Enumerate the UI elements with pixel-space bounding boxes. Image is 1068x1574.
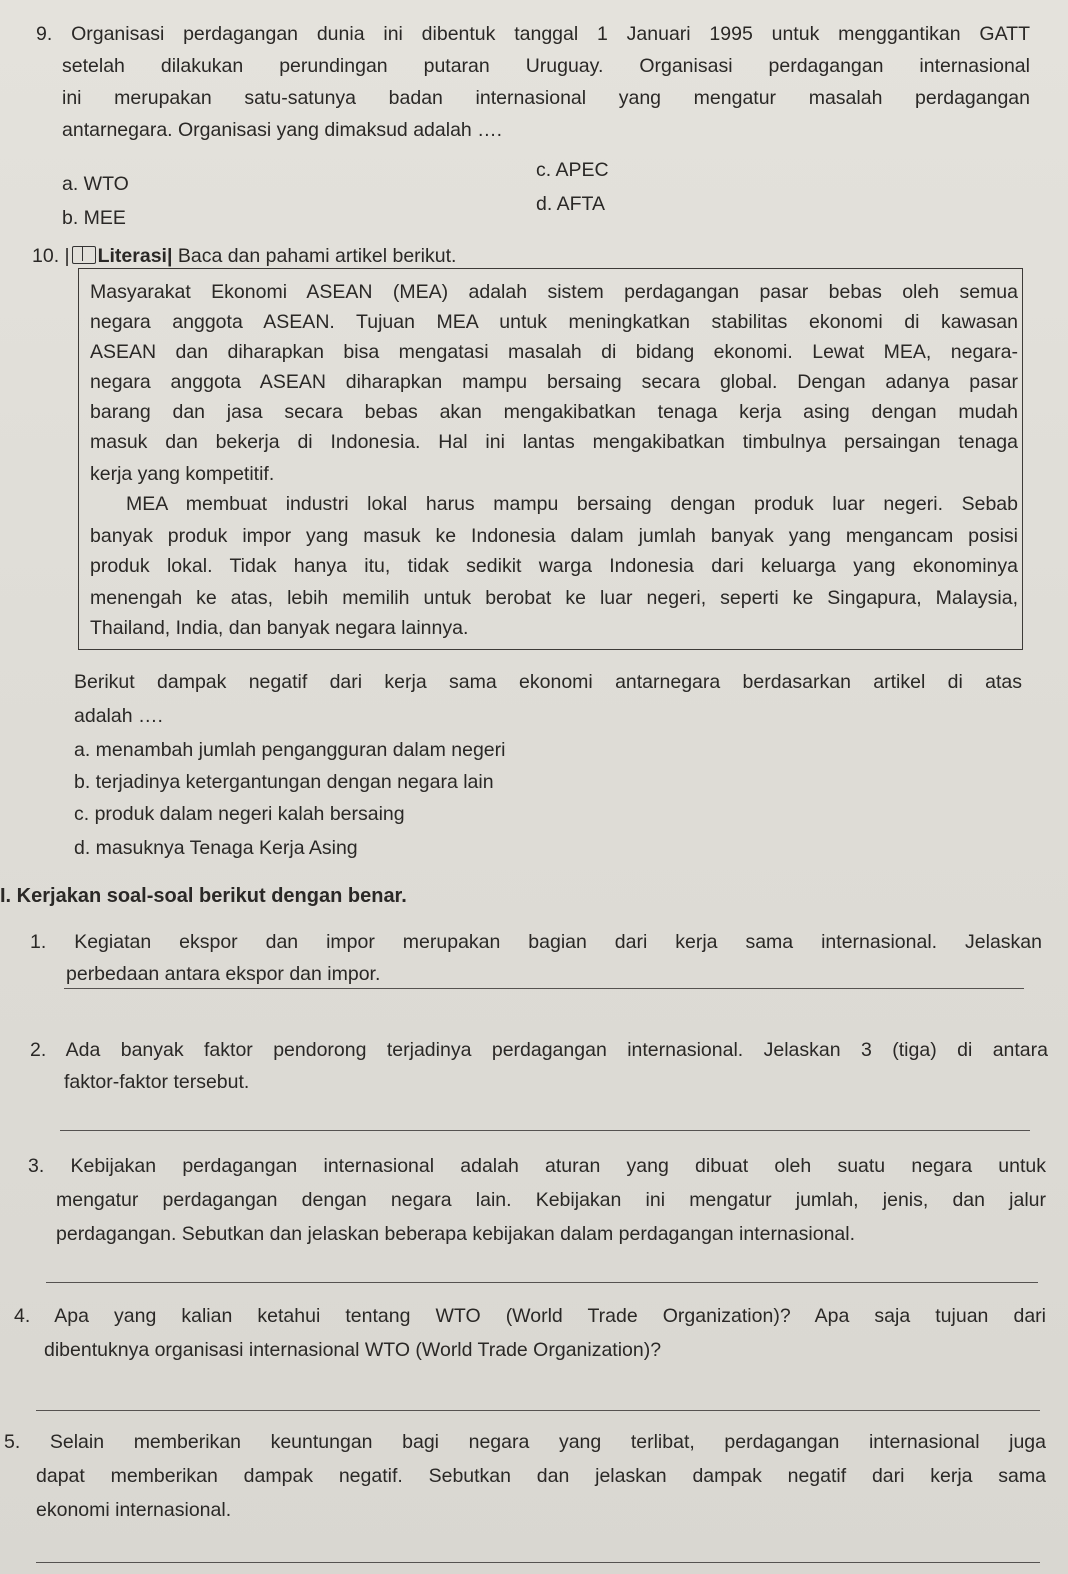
q10-option-a[interactable]: a. menambah jumlah pengangguran dalam negeri [74, 739, 506, 761]
q9-option-d[interactable]: d. AFTA [536, 193, 605, 215]
q9-option-c[interactable]: c. APEC [536, 159, 609, 181]
q9-line-3: ini merupakan satu-satunya badan internasional yang mengatur masalah perdagangan [62, 87, 1030, 109]
essay-5-line-3: ekonomi internasional. [36, 1499, 232, 1521]
article-line: produk lokal. Tidak hanya itu, tidak sedikit warga Indonesia dari keluarga yang ekonominya [90, 555, 1018, 577]
q10-option-d[interactable]: d. masuknya Tenaga Kerja Asing [74, 837, 358, 859]
q9-line-1: 9. Organisasi perdagangan dunia ini dibentuk tanggal 1 Januari 1995 untuk menggantikan GATT [36, 23, 1030, 45]
q10-header [32, 242, 456, 270]
q10-question-line-1: Berikut dampak negatif dari kerja sama ekonomi antarnegara berdasarkan artikel di atas [74, 671, 1022, 693]
article-line: kerja yang kompetitif. [90, 463, 275, 485]
essay-3-line-3: perdagangan. Sebutkan dan jelaskan beberapa kebijakan dalam perdagangan internasional. [56, 1223, 856, 1245]
q10-question-line-2: adalah …. [74, 705, 163, 727]
article-line: negara anggota ASEAN diharapkan mampu bersaing secara global. Dengan adanya pasar [90, 371, 1018, 393]
essay-4-line-1: 4. Apa yang kalian ketahui tentang WTO (World Trade Organization)? Apa saja tujuan dari [14, 1305, 1046, 1327]
q10-option-c[interactable]: c. produk dalam negeri kalah bersaing [74, 803, 405, 825]
answer-line-2[interactable] [60, 1130, 1030, 1131]
answer-line-4[interactable] [36, 1410, 1040, 1411]
essay-1-line-2: perbedaan antara ekspor dan impor. [66, 963, 381, 985]
book-icon [72, 246, 96, 264]
article-line: masuk dan bekerja di Indonesia. Hal ini lantas mengakibatkan timbulnya persaingan tenaga [90, 431, 1018, 453]
essay-2-line-2: faktor-faktor tersebut. [64, 1071, 250, 1093]
article-line: banyak produk impor yang masuk ke Indonesia dalam jumlah banyak yang mengancam posisi [90, 525, 1018, 547]
q9-line-2: setelah dilakukan perundingan putaran Uruguay. Organisasi perdagangan internasional [62, 55, 1030, 77]
q9-option-a[interactable]: a. WTO [62, 173, 129, 195]
essay-4-line-2: dibentuknya organisasi internasional WTO (World Trade Organization)? [44, 1339, 662, 1361]
q9-line-4: antarnegara. Organisasi yang dimaksud adalah …. [62, 119, 503, 141]
essay-3-line-1: 3. Kebijakan perdagangan internasional adalah aturan yang dibuat oleh suatu negara untuk [28, 1155, 1046, 1177]
article-line: barang dan jasa secara bebas akan mengakibatkan tenaga kerja asing dengan mudah [90, 401, 1018, 423]
article-line: MEA membuat industri lokal harus mampu bersaing dengan produk luar negeri. Sebab [126, 493, 1018, 515]
article-line: Masyarakat Ekonomi ASEAN (MEA) adalah sistem perdagangan pasar bebas oleh semua [90, 281, 1018, 303]
answer-line-3[interactable] [46, 1282, 1038, 1283]
essay-1-line-1: 1. Kegiatan ekspor dan impor merupakan bagian dari kerja sama internasional. Jelaskan [30, 931, 1042, 953]
q10-intro: Baca dan pahami artikel berikut. [177, 245, 457, 267]
q10-option-b[interactable]: b. terjadinya ketergantungan dengan negara lain [74, 771, 494, 793]
q10-number: 10. | [32, 245, 70, 267]
answer-line-5[interactable] [36, 1562, 1040, 1563]
essay-3-line-2: mengatur perdagangan dengan negara lain. Kebijakan ini mengatur jumlah, jenis, dan jalur [56, 1189, 1046, 1211]
article-line: negara anggota ASEAN. Tujuan MEA untuk meningkatkan stabilitas ekonomi di kawasan [90, 311, 1018, 333]
section-heading: I. Kerjakan soal-soal berikut dengan benar. [0, 885, 407, 907]
essay-2-line-1: 2. Ada banyak faktor pendorong terjadinya perdagangan internasional. Jelaskan 3 (tiga) di antara [30, 1039, 1048, 1061]
article-line: menengah ke atas, lebih memilih untuk berobat ke luar negeri, seperti ke Singapura, Malaysia, [90, 587, 1018, 609]
answer-line-1[interactable] [64, 988, 1024, 989]
q9-option-b[interactable]: b. MEE [62, 207, 126, 229]
essay-5-line-2: dapat memberikan dampak negatif. Sebutkan dan jelaskan dampak negatif dari kerja sama [36, 1465, 1046, 1487]
article-line: ASEAN dan diharapkan bisa mengatasi masalah di bidang ekonomi. Lewat MEA, negara- [90, 341, 1018, 363]
article-line: Thailand, India, dan banyak negara lainnya. [90, 617, 469, 639]
q10-tag: Literasi| [97, 245, 173, 267]
essay-5-line-1: 5. Selain memberikan keuntungan bagi negara yang terlibat, perdagangan internasional juga [4, 1431, 1046, 1453]
